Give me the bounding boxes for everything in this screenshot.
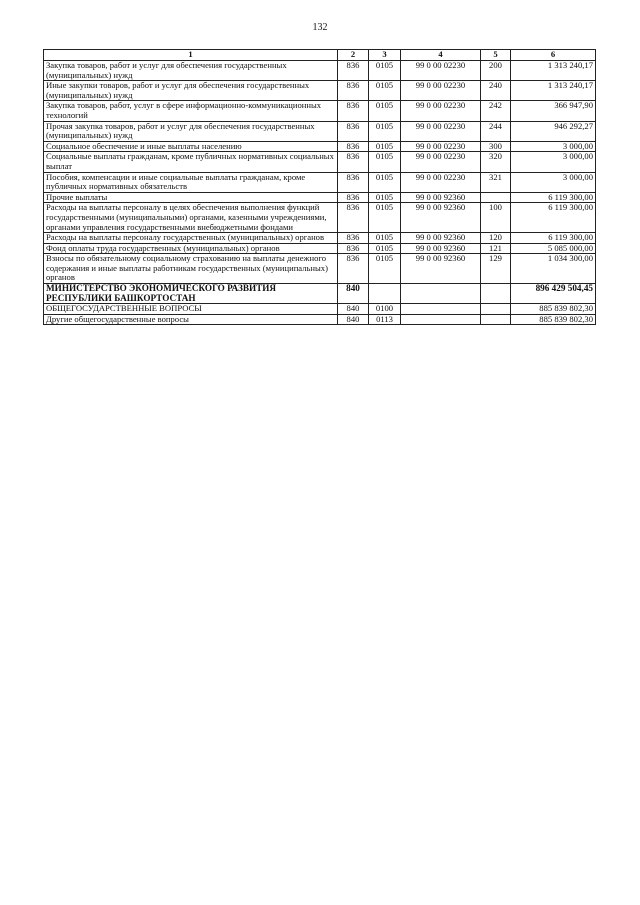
row-name: Прочие выплаты — [44, 192, 338, 203]
row-amount: 946 292,27 — [511, 121, 596, 141]
row-amount: 896 429 504,45 — [511, 284, 596, 304]
row-expense-type: 129 — [481, 254, 511, 284]
row-target-code: 99 0 00 92360 — [401, 203, 481, 233]
header-col-1: 1 — [44, 50, 338, 61]
table-row — [44, 233, 596, 244]
row-section-code: 0105 — [369, 101, 401, 121]
table-row — [44, 172, 596, 192]
row-admin-code: 836 — [338, 81, 369, 101]
row-expense-type — [481, 304, 511, 315]
row-admin-code: 836 — [338, 243, 369, 254]
row-name: Расходы на выплаты персоналу государственных (муниципальных) органов — [44, 233, 338, 244]
row-expense-type: 300 — [481, 141, 511, 152]
table-row — [44, 203, 596, 233]
row-name: МИНИСТЕРСТВО ЭКОНОМИЧЕСКОГО РАЗВИТИЯ РЕСПУБЛИКИ БАШКОРТОСТАН — [44, 284, 338, 304]
row-admin-code: 836 — [338, 101, 369, 121]
row-target-code: 99 0 00 02230 — [401, 81, 481, 101]
row-name: Социальное обеспечение и иные выплаты населению — [44, 141, 338, 152]
row-name: Другие общегосударственные вопросы — [44, 314, 338, 325]
row-target-code: 99 0 00 92360 — [401, 192, 481, 203]
header-col-3: 3 — [369, 50, 401, 61]
table-row — [44, 304, 596, 315]
row-section-code: 0105 — [369, 152, 401, 172]
row-section-code: 0105 — [369, 61, 401, 81]
row-admin-code: 836 — [338, 233, 369, 244]
row-target-code — [401, 284, 481, 304]
row-amount: 1 313 240,17 — [511, 81, 596, 101]
row-amount: 366 947,90 — [511, 101, 596, 121]
row-name: Пособия, компенсации и иные социальные выплаты гражданам, кроме публичных нормативных обязательств — [44, 172, 338, 192]
row-amount: 6 119 300,00 — [511, 203, 596, 233]
row-name: Фонд оплаты труда государственных (муниципальных) органов — [44, 243, 338, 254]
table-row — [44, 152, 596, 172]
row-amount: 3 000,00 — [511, 172, 596, 192]
row-name: Иные закупки товаров, работ и услуг для обеспечения государственных (муниципальных) нужд — [44, 81, 338, 101]
page-number: 132 — [312, 22, 328, 33]
row-target-code: 99 0 00 02230 — [401, 121, 481, 141]
row-section-code: 0105 — [369, 233, 401, 244]
row-section-code: 0105 — [369, 192, 401, 203]
header-col-6: 6 — [511, 50, 596, 61]
table-row — [44, 254, 596, 284]
table-header-row — [44, 50, 596, 61]
budget-table — [43, 49, 596, 325]
row-amount: 885 839 802,30 — [511, 314, 596, 325]
header-col-5: 5 — [481, 50, 511, 61]
row-amount: 6 119 300,00 — [511, 192, 596, 203]
row-admin-code: 836 — [338, 152, 369, 172]
row-target-code: 99 0 00 02230 — [401, 61, 481, 81]
row-name: Закупка товаров, работ, услуг в сфере информационно-коммуникационных технологий — [44, 101, 338, 121]
row-admin-code: 836 — [338, 192, 369, 203]
header-col-4: 4 — [401, 50, 481, 61]
row-admin-code: 836 — [338, 141, 369, 152]
row-expense-type: 321 — [481, 172, 511, 192]
row-section-code: 0113 — [369, 314, 401, 325]
table-row — [44, 243, 596, 254]
table-row — [44, 141, 596, 152]
row-target-code: 99 0 00 92360 — [401, 243, 481, 254]
row-section-code: 0105 — [369, 121, 401, 141]
row-amount: 3 000,00 — [511, 141, 596, 152]
row-section-code: 0105 — [369, 254, 401, 284]
row-expense-type — [481, 284, 511, 304]
row-target-code: 99 0 00 92360 — [401, 254, 481, 284]
row-expense-type — [481, 192, 511, 203]
row-expense-type: 244 — [481, 121, 511, 141]
row-admin-code: 840 — [338, 284, 369, 304]
row-section-code: 0100 — [369, 304, 401, 315]
row-name: ОБЩЕГОСУДАРСТВЕННЫЕ ВОПРОСЫ — [44, 304, 338, 315]
row-expense-type: 240 — [481, 81, 511, 101]
table-row — [44, 81, 596, 101]
row-section-code: 0105 — [369, 203, 401, 233]
table-row — [44, 61, 596, 81]
table-row — [44, 314, 596, 325]
row-target-code: 99 0 00 02230 — [401, 101, 481, 121]
row-target-code: 99 0 00 02230 — [401, 141, 481, 152]
table-row — [44, 121, 596, 141]
row-target-code: 99 0 00 02230 — [401, 152, 481, 172]
row-expense-type: 200 — [481, 61, 511, 81]
row-section-code: 0105 — [369, 243, 401, 254]
row-expense-type: 242 — [481, 101, 511, 121]
row-target-code — [401, 304, 481, 315]
row-expense-type: 120 — [481, 233, 511, 244]
row-admin-code: 840 — [338, 304, 369, 315]
row-name: Прочая закупка товаров, работ и услуг для обеспечения государственных (муниципальных) нужд — [44, 121, 338, 141]
row-amount: 1 034 300,00 — [511, 254, 596, 284]
row-section-code: 0105 — [369, 81, 401, 101]
row-amount: 885 839 802,30 — [511, 304, 596, 315]
row-admin-code: 840 — [338, 314, 369, 325]
table-row — [44, 192, 596, 203]
row-admin-code: 836 — [338, 172, 369, 192]
row-target-code: 99 0 00 92360 — [401, 233, 481, 244]
row-amount: 6 119 300,00 — [511, 233, 596, 244]
row-section-code: 0105 — [369, 141, 401, 152]
row-expense-type: 121 — [481, 243, 511, 254]
row-section-code — [369, 284, 401, 304]
row-target-code: 99 0 00 02230 — [401, 172, 481, 192]
row-amount: 3 000,00 — [511, 152, 596, 172]
row-expense-type: 100 — [481, 203, 511, 233]
row-name: Закупка товаров, работ и услуг для обеспечения государственных (муниципальных) нужд — [44, 61, 338, 81]
row-admin-code: 836 — [338, 61, 369, 81]
row-amount: 1 313 240,17 — [511, 61, 596, 81]
row-target-code — [401, 314, 481, 325]
row-name: Расходы на выплаты персоналу в целях обеспечения выполнения функций государственными (муниципальными) органами, казенными учреждениями, органами управления государственными внебюджетными фондами — [44, 203, 338, 233]
table-row — [44, 101, 596, 121]
row-name: Взносы по обязательному социальному страхованию на выплаты денежного содержания и иные выплаты работникам государственных (муниципальных) органов — [44, 254, 338, 284]
row-admin-code: 836 — [338, 121, 369, 141]
row-section-code: 0105 — [369, 172, 401, 192]
row-name: Социальные выплаты гражданам, кроме публичных нормативных социальных выплат — [44, 152, 338, 172]
row-expense-type: 320 — [481, 152, 511, 172]
row-admin-code: 836 — [338, 203, 369, 233]
header-col-2: 2 — [338, 50, 369, 61]
table-row — [44, 284, 596, 304]
row-expense-type — [481, 314, 511, 325]
row-admin-code: 836 — [338, 254, 369, 284]
row-amount: 5 085 000,00 — [511, 243, 596, 254]
